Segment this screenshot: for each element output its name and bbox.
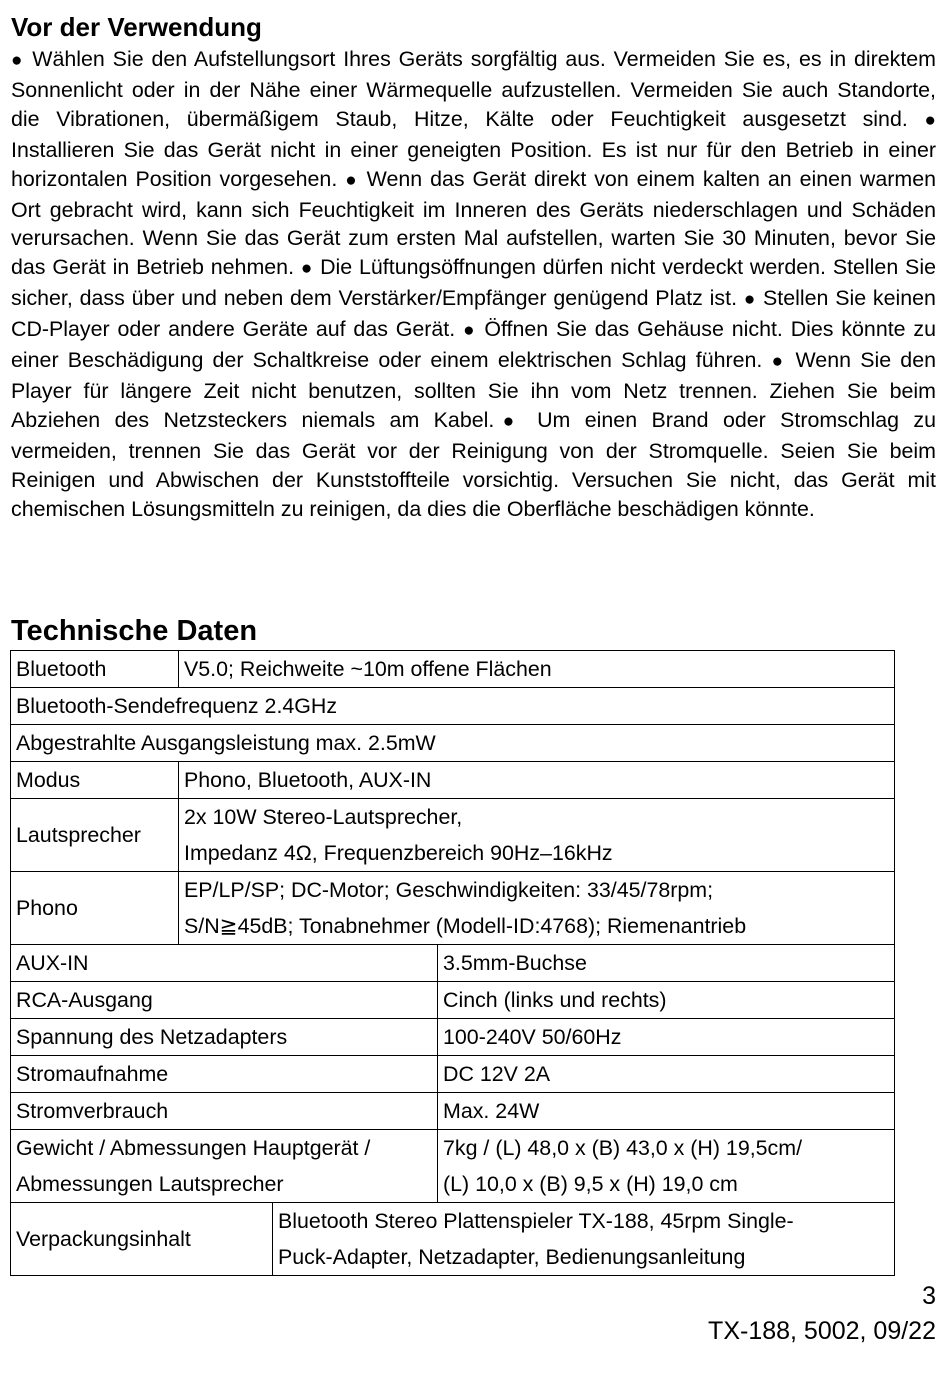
- table-row: [11, 945, 895, 982]
- instruction-text: Stellen Sie keinen CD-Player oder andere Geräte auf das Gerät.: [11, 286, 936, 342]
- page-number: 3: [922, 1282, 936, 1310]
- spec-value: [438, 1130, 895, 1203]
- table-row: [11, 1056, 895, 1093]
- spec-label: Lautsprecher: [11, 799, 179, 872]
- spec-value: 3.5mm-Buchse: [438, 945, 895, 982]
- spec-label-line: Gewicht / Abmessungen Hauptgerät /: [16, 1136, 371, 1160]
- instruction-text: Installieren Sie das Gerät nicht in einer geneigten Position. Es ist nur für den Betrieb in einer horizontalen Position vorgesehen.: [11, 137, 936, 191]
- instruction-text: Öffnen Sie das Gehäuse nicht. Dies könnte zu einer Beschädigung der Schaltkreise oder einem elektrischen Schlag führen.: [11, 317, 937, 373]
- spec-value-line: S/N≧45dB; Tonabnehmer (Modell-ID:4768); Riemenantrieb: [184, 914, 747, 938]
- spec-value: [179, 872, 895, 945]
- section-title-usage: Vor der Verwendung: [11, 12, 262, 42]
- table-row: [11, 688, 895, 725]
- spec-label: Stromaufnahme: [11, 1056, 438, 1093]
- bullet-icon: ●: [924, 109, 936, 131]
- spec-label: [11, 1130, 438, 1203]
- spec-value-line: (L) 10,0 x (B) 9,5 x (H) 19,0 cm: [443, 1172, 738, 1196]
- section-title-specs: Technische Daten: [11, 615, 258, 647]
- spec-value: Cinch (links und rechts): [438, 982, 895, 1019]
- spec-value-line: 2x 10W Stereo-Lautsprecher,: [184, 805, 463, 829]
- table-row: [11, 1019, 895, 1056]
- table-row: [11, 651, 895, 688]
- spec-label: Bluetooth: [11, 651, 179, 688]
- spec-label: Verpackungsinhalt: [11, 1203, 273, 1276]
- bullet-icon: ●: [11, 50, 25, 71]
- spec-value: [179, 799, 895, 872]
- bullet-icon: ●: [463, 320, 477, 342]
- instruction-text: Wenn das Gerät direkt von einem kalten an einen warmen Ort gebracht wird, kann sich Feuchtigkeit im Inneren des Geräts niederschlagen und Schäden verursachen. Wenn Sie das Gerät zum ersten Mal aufstellen, warten Sie 30 Minuten, bevor Sie das Gerät in Betrieb nehmen.: [11, 166, 936, 280]
- spec-full-row: Abgestrahlte Ausgangsleistung max. 2.5mW: [11, 725, 895, 762]
- spec-label-line: Abmessungen Lautsprecher: [16, 1172, 284, 1196]
- spec-label: AUX-IN: [11, 945, 438, 982]
- spec-value: Phono, Bluetooth, AUX-IN: [179, 762, 895, 799]
- spec-label: RCA-Ausgang: [11, 982, 438, 1019]
- spec-label: Phono: [11, 872, 179, 945]
- table-row: [11, 725, 895, 762]
- spec-value-line: 7kg / (L) 48,0 x (B) 43,0 x (H) 19,5cm/: [443, 1136, 803, 1160]
- instruction-text: Um einen Brand oder Stromschlag zu vermeiden, trennen Sie das Gerät vor der Reinigung von der Stromquelle. Seien Sie beim Reinigen und Abwischen der Kunststoffteile vorsichtig. Versuchen Sie nicht, das Gerät mit chemischen Lösungsmitteln zu reinigen, da dies die Oberfläche beschädigen könnte.: [11, 407, 936, 521]
- spec-label: Spannung des Netzadapters: [11, 1019, 438, 1056]
- spec-value: DC 12V 2A: [438, 1056, 895, 1093]
- model-date-line: TX-188, 5002, 09/22: [708, 1317, 936, 1345]
- spec-value-line: Bluetooth Stereo Plattenspieler TX-188, 45rpm Single-: [278, 1209, 794, 1233]
- spec-value: Max. 24W: [438, 1093, 895, 1130]
- spec-value-line: Puck-Adapter, Netzadapter, Bedienungsanleitung: [278, 1245, 746, 1269]
- spec-label: Modus: [11, 762, 179, 799]
- instruction-text: Wählen Sie den Aufstellungsort Ihres Geräts sorgfältig aus. Vermeiden Sie es, es in direktem Sonnenlicht oder in der Nähe einer Wärmequelle aufzustellen. Vermeiden Sie auch Standorte, die Vibrationen, übermäßigem Staub, Hitze, Kälte oder Feuchtigkeit ausgesetzt sind.: [11, 47, 936, 131]
- instruction-text: Wenn Sie den Player für längere Zeit nicht benutzen, sollten Sie ihn vom Netz trennen. Ziehen Sie beim Abziehen des Netzsteckers niemals am Kabel.: [11, 348, 936, 432]
- table-row: [11, 1203, 895, 1276]
- table-row: [11, 1093, 895, 1130]
- table-row: [11, 1130, 895, 1203]
- bullet-icon: ●: [345, 169, 359, 191]
- instruction-text: Die Lüftungsöffnungen dürfen nicht verdeckt werden. Stellen Sie sicher, dass über und neben dem Verstärker/Empfänger genügend Platz ist.: [11, 255, 936, 311]
- table-row: [11, 799, 895, 872]
- spec-full-row: Bluetooth-Sendefrequenz 2.4GHz: [11, 688, 895, 725]
- spec-value: [273, 1203, 895, 1276]
- table-row: [11, 762, 895, 799]
- bullet-icon: ●: [300, 258, 314, 280]
- table-row: [11, 872, 895, 945]
- bullet-icon: ●: [771, 351, 787, 373]
- spec-value: 100-240V 50/60Hz: [438, 1019, 895, 1056]
- spec-value: V5.0; Reichweite ~10m offene Flächen: [179, 651, 895, 688]
- spec-value-line: EP/LP/SP; DC-Motor; Geschwindigkeiten: 33/45/78rpm;: [184, 878, 714, 902]
- spec-label: Stromverbrauch: [11, 1093, 438, 1130]
- bullet-icon: ●: [494, 410, 523, 432]
- usage-instructions: [11, 45, 936, 524]
- specs-table: [10, 650, 895, 1276]
- table-row: [11, 982, 895, 1019]
- bullet-icon: ●: [743, 289, 757, 311]
- spec-value-line: Impedanz 4Ω, Frequenzbereich 90Hz–16kHz: [184, 841, 613, 865]
